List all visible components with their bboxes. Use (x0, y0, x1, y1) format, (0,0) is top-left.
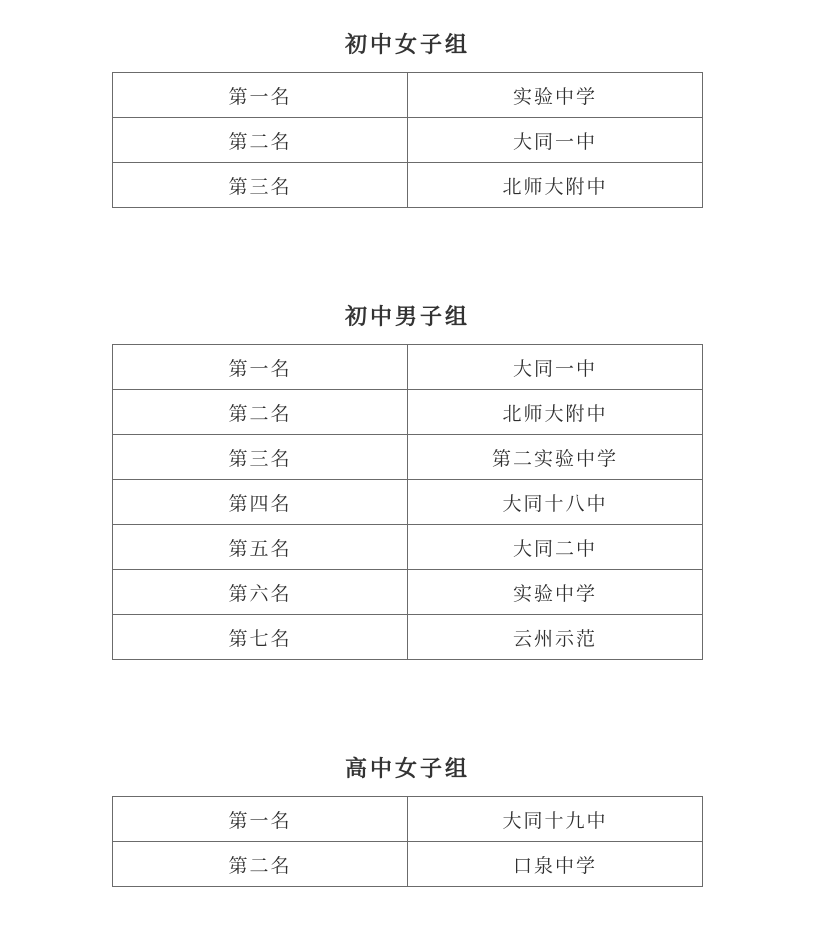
rank-cell: 第七名 (113, 615, 408, 660)
rank-cell: 第一名 (113, 345, 408, 390)
school-cell: 北师大附中 (408, 163, 703, 208)
school-cell: 大同十八中 (408, 480, 703, 525)
school-cell: 大同一中 (408, 118, 703, 163)
section-title: 初中男子组 (344, 304, 470, 329)
section-senior-girls (0, 755, 830, 887)
section-title: 初中女子组 (344, 32, 470, 57)
rank-cell: 第四名 (113, 480, 408, 525)
rank-cell: 第二名 (113, 842, 408, 887)
school-cell: 实验中学 (408, 73, 703, 118)
table-row (113, 480, 703, 525)
school-cell: 大同二中 (408, 525, 703, 570)
section-junior-boys (0, 303, 830, 660)
table-row (113, 615, 703, 660)
rank-cell: 第三名 (113, 163, 408, 208)
rank-cell: 第一名 (113, 73, 408, 118)
rank-cell: 第二名 (113, 118, 408, 163)
results-table (112, 72, 703, 208)
school-cell: 北师大附中 (408, 390, 703, 435)
table-row (113, 435, 703, 480)
school-cell: 实验中学 (408, 570, 703, 615)
table-row (113, 842, 703, 887)
table-row (113, 118, 703, 163)
section-title: 高中女子组 (344, 756, 470, 781)
table-row (113, 390, 703, 435)
school-cell: 口泉中学 (408, 842, 703, 887)
table-row (113, 345, 703, 390)
rank-cell: 第二名 (113, 390, 408, 435)
school-cell: 大同十九中 (408, 797, 703, 842)
results-table (112, 796, 703, 887)
rank-cell: 第五名 (113, 525, 408, 570)
rank-cell: 第一名 (113, 797, 408, 842)
section-junior-girls (0, 31, 830, 208)
table-row (113, 797, 703, 842)
school-cell: 第二实验中学 (408, 435, 703, 480)
school-cell: 云州示范 (408, 615, 703, 660)
table-row (113, 73, 703, 118)
rank-cell: 第三名 (113, 435, 408, 480)
table-row (113, 525, 703, 570)
results-table (112, 344, 703, 660)
table-row (113, 570, 703, 615)
school-cell: 大同一中 (408, 345, 703, 390)
table-row (113, 163, 703, 208)
rank-cell: 第六名 (113, 570, 408, 615)
